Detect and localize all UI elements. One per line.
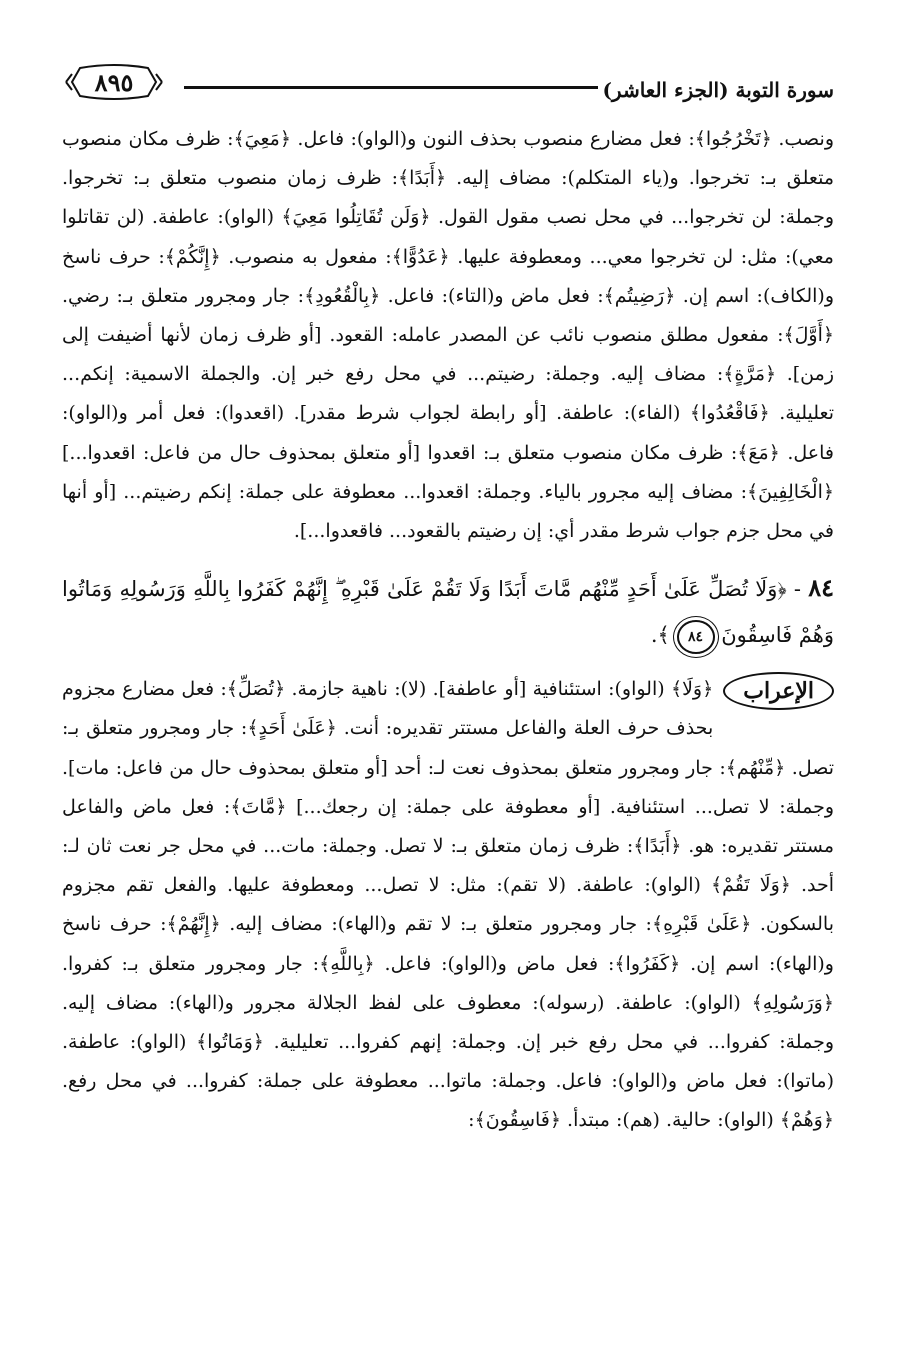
verse-dash: -: [786, 577, 801, 602]
page-number: ٨٩٥: [94, 67, 134, 97]
page-number-frame: [62, 62, 166, 102]
header-rule: [184, 86, 598, 89]
verse-text: ﴿وَلَا تُصَلِّ عَلَىٰ أَحَدٍ مِّنْهُم مَّاتَ أَبَدًا وَلَا تَقُمْ عَلَىٰ قَبْرِهِ ۖ إِنَّهُمْ كَفَرُوا بِاللَّهِ وَرَسُولِهِ وَمَاتُوا وَهُمْ فَاسِقُونَ: [62, 577, 834, 648]
verse-closing: ﴾.: [650, 623, 670, 648]
irab-section: [62, 670, 834, 1140]
paragraph-1: ونصب. ﴿تَخْرُجُوا﴾: فعل مضارع منصوب بحذف النون و(الواو): فاعل. ﴿مَعِيَ﴾: ظرف مكان منصوب متعلق بـ: تخرجوا. و(ياء المتكلم): مضاف إليه. ﴿أَبَدًا﴾: ظرف زمان منصوب متعلق بـ: تخرجوا. وجملة: لن تخرجوا... في محل نصب مقول القول. ﴿وَلَن تُقَاتِلُوا مَعِيَ﴾ (الواو): عاطفة. (لن تقاتلوا معي): مثل: لن تخرجوا معي... ومعطوفة عليها. ﴿عَدُوًّا﴾: مفعول به منصوب. ﴿إِنَّكُمْ﴾: حرف ناسخ و(الكاف): اسم إن. ﴿رَضِيتُم﴾: فعل ماض و(التاء): فاعل. ﴿بِالْقُعُودِ﴾: جار ومجرور متعلق بـ: رضي. ﴿أَوَّلَ﴾: مفعول مطلق منصوب نائب عن المصدر عامله: القعود. [أو ظرف زمان لأنها أضيفت إلى زمن]. ﴿مَرَّةٍ﴾: مضاف إليه. وجملة: رضيتم... في محل رفع خبر إن. والجملة الاسمية: إنكم... تعليلية. ﴿فَاقْعُدُوا﴾ (الفاء): عاطفة. [أو رابطة لجواب شرط مقدر]. (اقعدوا): فعل أمر و(الواو): فاعل. ﴿مَعَ﴾: ظرف مكان منصوب متعلق بـ: اقعدوا [أو متعلق بمحذوف حال من فاعل: اقعدوا...] ﴿الْخَالِفِينَ﴾: مضاف إليه مجرور بالياء. وجملة: اقعدوا... معطوفة على جملة: إنكم رضيتم... [أو أنها في محل جزم جواب شرط مقدر أي: إن رضيتم بالقعود... فاقعدوا...].: [62, 128, 834, 543]
running-title: سورة التوبة (الجزء العاشر): [602, 78, 834, 102]
irab-label: الإعراب: [723, 672, 834, 710]
verse-number: ٨٤: [808, 573, 834, 603]
irab-text: ﴿وَلَا﴾ (الواو): استئنافية [أو عاطفة]. (لا): ناهية جازمة. ﴿تُصَلِّ﴾: فعل مضارع مجزوم بحذف حرف العلة والفاعل مستتر تقديره: أنت. ﴿عَلَىٰ أَحَدٍ﴾: جار ومجرور متعلق بـ: تصل. ﴿مِّنْهُم﴾: جار ومجرور متعلق بمحذوف نعت لـ: أحد [أو متعلق بمحذوف حال من فاعل: مات]. وجملة: لا تصل... استئنافية. [أو معطوفة على جملة: إن رجعك...] ﴿مَّاتَ﴾: فعل ماض والفاعل مستتر تقديره: هو. ﴿أَبَدًا﴾: ظرف زمان متعلق بـ: لا تصل. وجملة: مات... في محل جر نعت ثان لـ: أحد. ﴿وَلَا تَقُمْ﴾ (الواو): عاطفة. (لا تقم): مثل: لا تصل... ومعطوفة عليها. والفعل تقم مجزوم بالسكون. ﴿عَلَىٰ قَبْرِهِ﴾: جار ومجرور متعلق بـ: لا تقم و(الهاء): مضاف إليه. ﴿إِنَّهُمْ﴾: حرف ناسخ و(الهاء): اسم إن. ﴿كَفَرُوا﴾: فعل ماض و(الواو): فاعل. ﴿بِاللَّهِ﴾: جار ومجرور متعلق بـ: كفروا. ﴿وَرَسُولِهِ﴾ (الواو): عاطفة. (رسوله): معطوف على لفظ الجلالة مجرور و(الهاء): مضاف إليه. وجملة: كفروا... في محل رفع خبر إن. وجملة: إنهم كفروا... تعليلية. ﴿وَمَاتُوا﴾ (الواو): عاطفة. (ماتوا): فعل ماض و(الواو): فاعل. وجملة: ماتوا... معطوفة على جملة: كفروا... في محل رفع. ﴿وَهُمْ﴾ (الواو): حالية. (هم): مبتدأ. ﴿فَاسِقُونَ﴾:: [62, 678, 834, 1132]
verse-block: [62, 565, 834, 658]
ayah-end-marker-icon: ٨٤: [677, 620, 715, 654]
page-header: [62, 52, 834, 110]
